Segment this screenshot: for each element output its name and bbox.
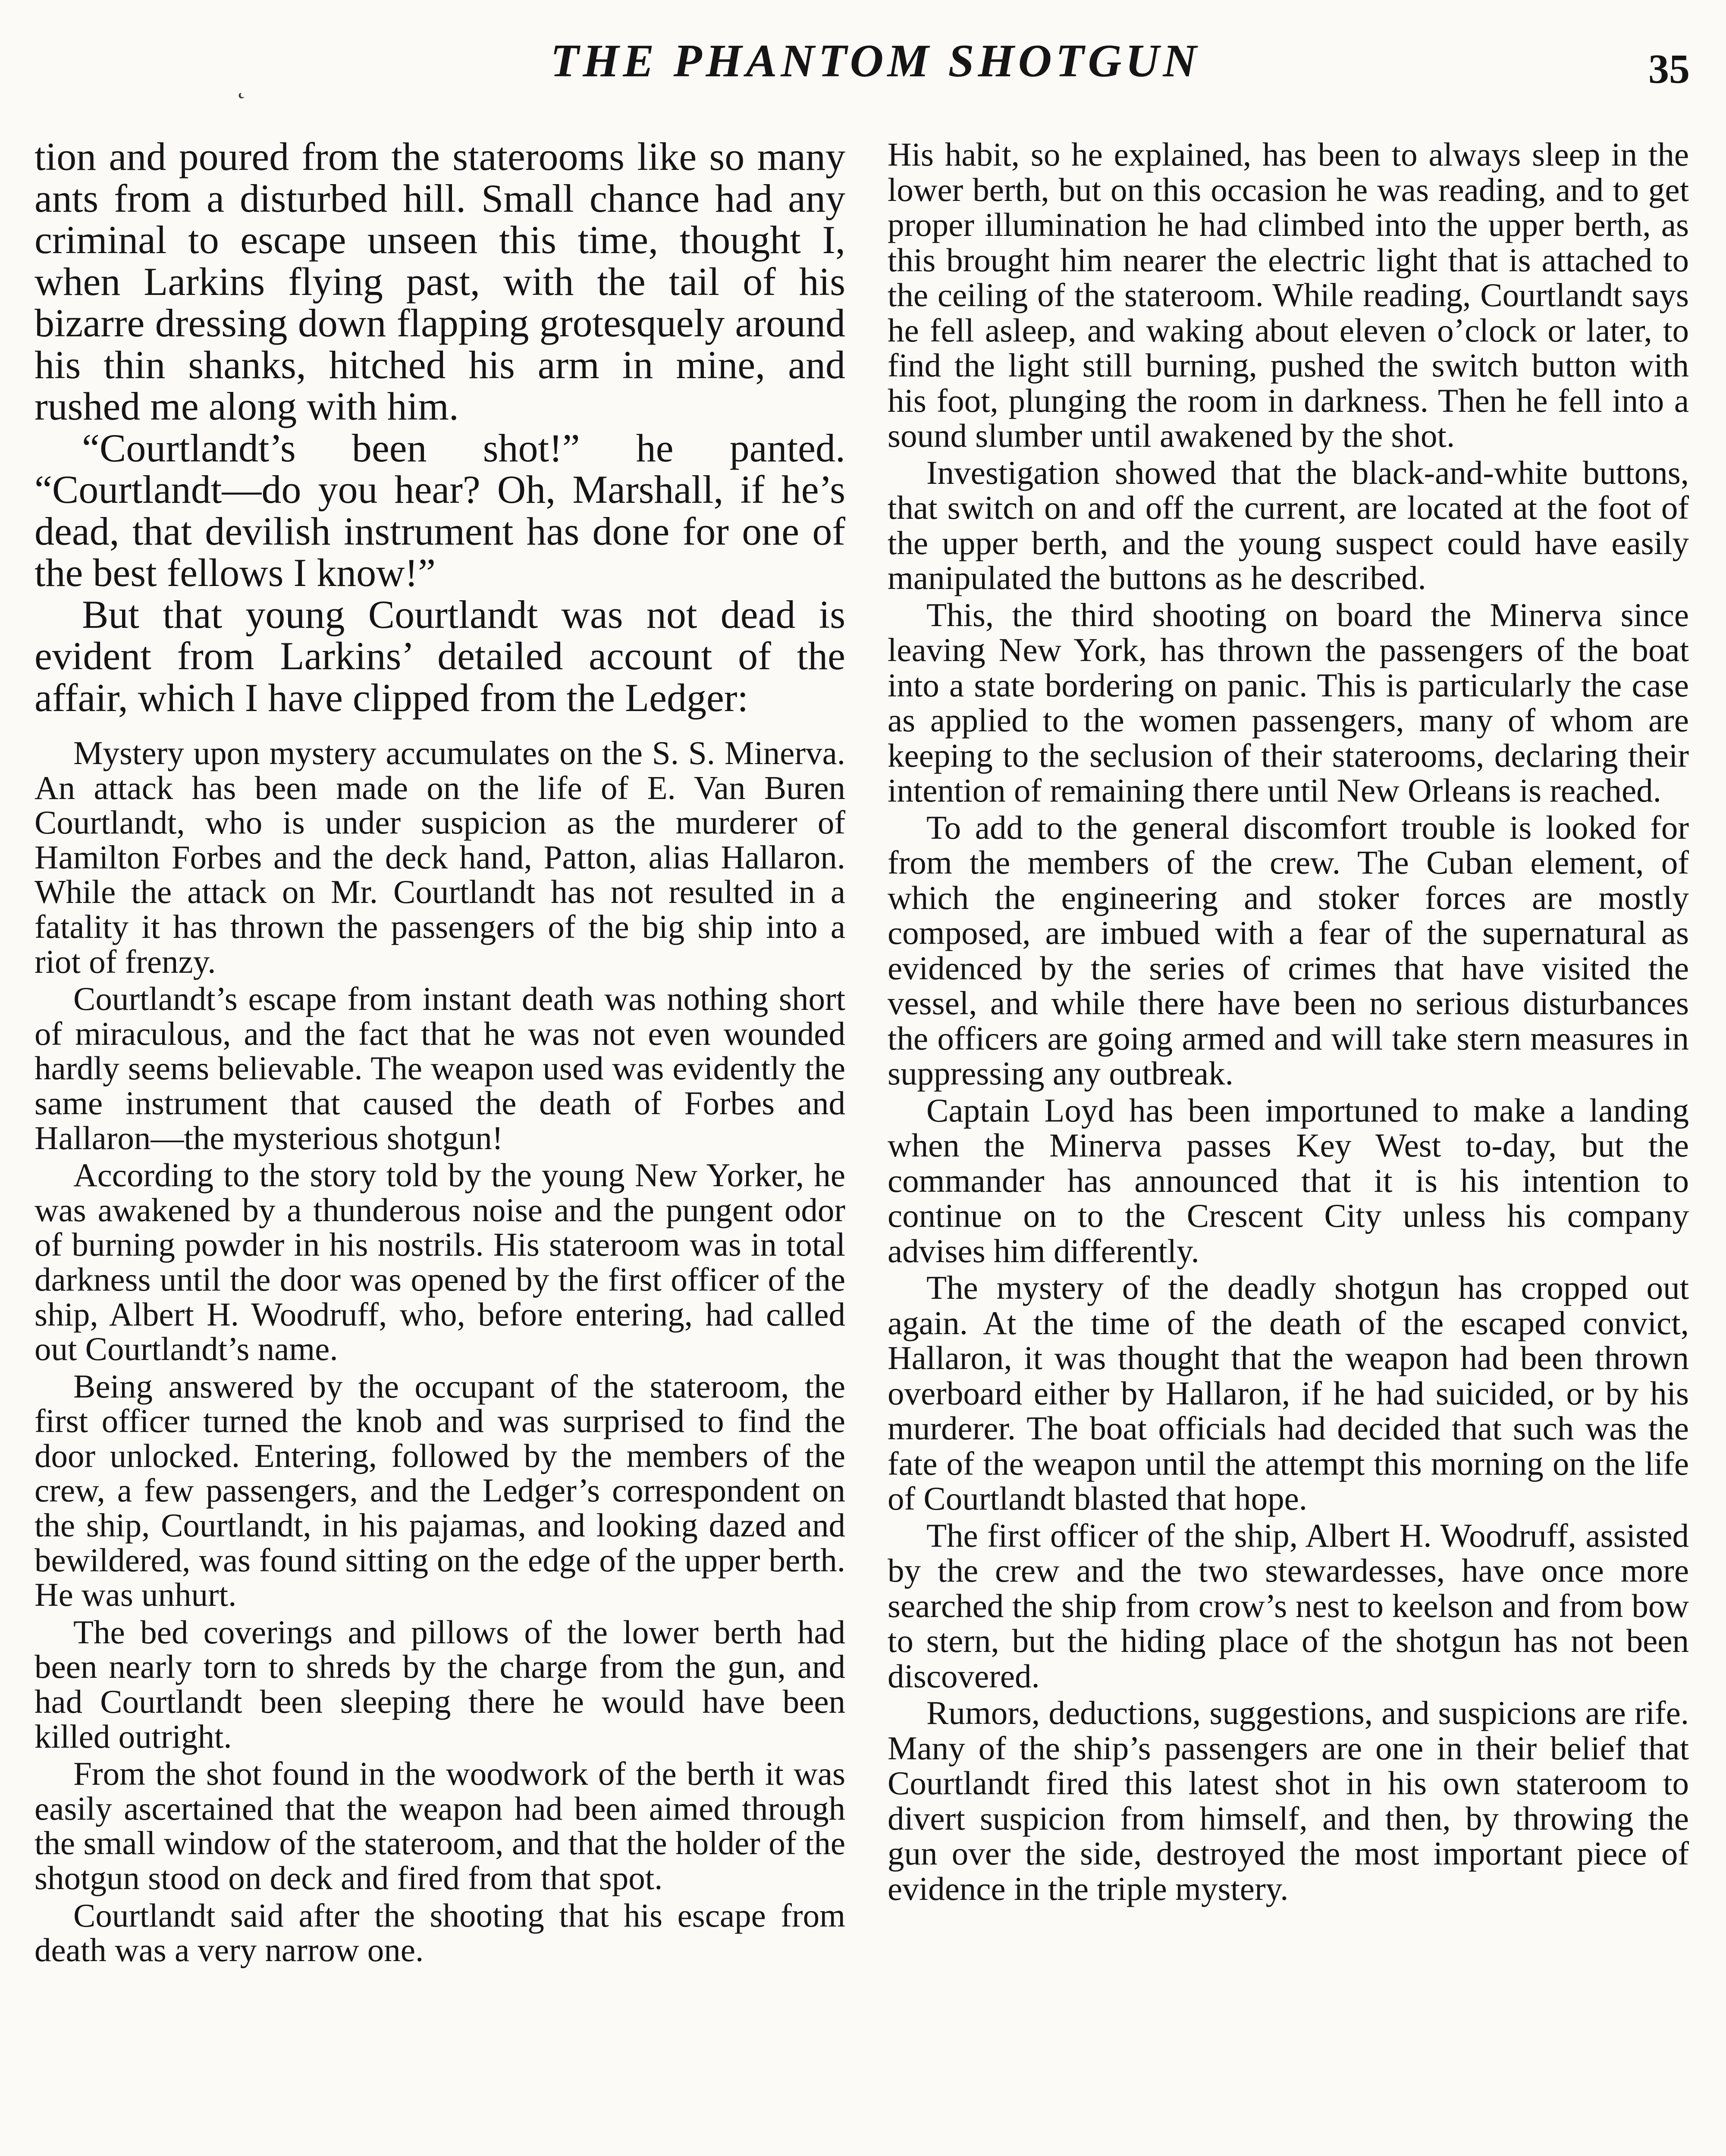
right-column [888, 137, 1689, 1908]
clipping-paragraph: To add to the general discomfort trouble is looked for from the members of the crew. The Cuban element, of which the engineering and stoker forces are mostly composed, are imbued with a fear of the supernatural as evidenced by the series of crimes that have visited the vessel, and while there have been no serious disturbances the officers are going armed and will take stern measures in suppressing any outbreak. [888, 808, 1689, 1092]
newspaper-clipping [35, 736, 845, 1968]
clipping-paragraph: This, the third shooting on board the Minerva since leaving New York, has thrown the passengers of the boat into a state bordering on panic. This is particularly the case as applied to the women passengers, many of whom are keeping to the seclusion of their staterooms, declaring their intention of remaining there until New Orleans is reached. [888, 596, 1689, 809]
clipping-paragraph: His habit, so he explained, has been to always sleep in the lower berth, but on this occasion he was reading, and to get proper illumination he had climbed into the upper berth, as this brought him nearer the electric light that is attached to the ceiling of the stateroom. While reading, Courtlandt says he fell asleep, and waking about eleven o’clock or later, to find the light still burning, pushed the switch button with his foot, plunging the room in darkness. Then he fell into a sound slumber until awakened by the shot. [888, 136, 1689, 454]
page-number: 35 [1648, 46, 1690, 92]
clipping-paragraph: Rumors, deductions, suggestions, and suspicions are rife. Many of the ship’s passengers are one in their belief that Courtlandt fired this latest shot in his own stateroom to divert suspicion from himself, and then, by throwing the gun over the side, destroyed the most important piece of evidence in the triple mystery. [888, 1694, 1689, 1907]
running-head: THE PHANTOM SHOTGUN [550, 35, 1201, 87]
clipping-paragraph: Being answered by the occupant of the stateroom, the first officer turned the knob and was surprised to find the door unlocked. Entering, followed by the members of the crew, a few passengers, and the Ledger’s correspondent on the ship, Courtlandt, in his pajamas, and looking dazed and bewildered, was found sitting on the edge of the upper berth. He was unhurt. [35, 1367, 845, 1614]
narrative-paragraph: “Courtlandt’s been shot!” he panted. “Courtlandt—do you hear? Oh, Marshall, if he’s dead, that devilish instrument has done for one of the best fellows I know!” [35, 426, 845, 595]
left-column [35, 136, 845, 1970]
clipping-paragraph: Captain Loyd has been importuned to make a landing when the Minerva passes Key West to-day, but the commander has announced that it is his intention to continue on to the Crescent City unless his company advises him differently. [888, 1091, 1689, 1269]
clipping-paragraph: The mystery of the deadly shotgun has cropped out again. At the time of the death of the escaped convict, Hallaron, it was thought that the weapon had been thrown overboard either by Hallaron, if he had suicided, or by his murderer. The boat officials had decided that such was the fate of the weapon until the attempt this morning on the life of Courtlandt blasted that hope. [888, 1269, 1689, 1517]
header-mark: ˛ [237, 70, 246, 99]
narrative-section [35, 136, 845, 718]
clipping-paragraph: From the shot found in the woodwork of the berth it was easily ascertained that the weapon had been aimed through the small window of the stateroom, and that the holder of the shotgun stood on deck and fired from that spot. [35, 1755, 845, 1896]
clipping-paragraph: Courtlandt said after the shooting that his escape from death was a very narrow one. [35, 1896, 845, 1969]
clipping-paragraph: According to the story told by the young New Yorker, he was awakened by a thunderous noise and the pungent odor of burning powder in his nostrils. His stateroom was in total darkness until the door was opened by the first officer of the ship, Albert H. Woodruff, who, before entering, had called out Courtlandt’s name. [35, 1156, 845, 1368]
clipping-paragraph: Mystery upon mystery accumulates on the S. S. Minerva. An attack has been made on the life of E. Van Buren Courtlandt, who is under suspicion as the murderer of Hamilton Forbes and the deck hand, Patton, alias Hallaron. While the attack on Mr. Courtlandt has not resulted in a fatality it has thrown the passengers of the big ship into a riot of frenzy. [35, 734, 845, 980]
narrative-paragraph: But that young Courtlandt was not dead is evident from Larkins’ detailed account of the affair, which I have clipped from the Ledger: [35, 592, 845, 720]
clipping-paragraph: The bed coverings and pillows of the lower berth had been nearly torn to shreds by the charge from the gun, and had Courtlandt been sleeping there he would have been killed outright. [35, 1613, 845, 1755]
narrative-paragraph: tion and poured from the staterooms like so many ants from a disturbed hill. Small chance had any criminal to escape unseen this time, thought I, when Larkins flying past, with the tail of his bizarre dressing down flapping grotesquely around his thin shanks, hitched his arm in mine, and rushed me along with him. [35, 135, 845, 428]
clipping-paragraph: Courtlandt’s escape from instant death was nothing short of miraculous, and the fact that he was not even wounded hardly seems believable. The weapon used was evidently the same instrument that caused the death of Forbes and Hallaron—the mysterious shotgun! [35, 980, 845, 1156]
clipping-paragraph: The first officer of the ship, Albert H. Woodruff, assisted by the crew and the two stewardesses, have once more searched the ship from crow’s nest to keelson and from bow to stern, but the hiding place of the shotgun has not been discovered. [888, 1517, 1689, 1695]
clipping-paragraph: Investigation showed that the black-and-white buttons, that switch on and off the current, are located at the foot of the upper berth, and the young suspect could have easily manipulated the buttons as he described. [888, 454, 1689, 596]
